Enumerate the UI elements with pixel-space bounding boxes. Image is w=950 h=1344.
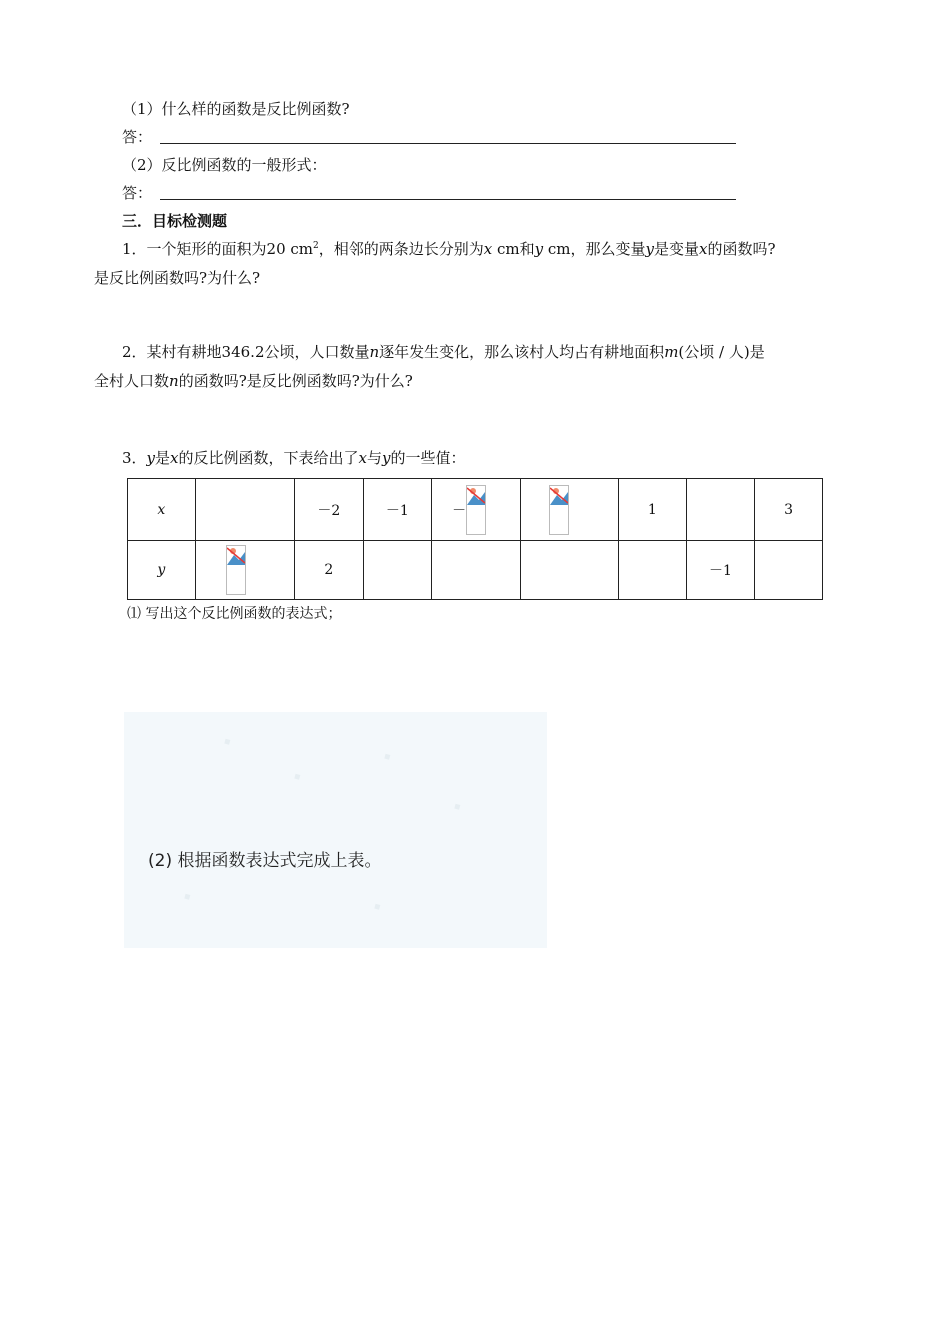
problem-3: 3．y是x的反比例函数，下表给出了x与y的一些值： — [122, 449, 466, 467]
sub-question-2: (2) 根据函数表达式完成上表。 — [148, 851, 382, 871]
sub-question-1: ⑴ 写出这个反比例函数的表达式； — [127, 606, 342, 622]
row-label-y: y — [128, 541, 196, 600]
table-row-x — [128, 479, 823, 541]
table-cell: －2 — [295, 479, 364, 541]
table-cell — [618, 541, 686, 600]
answer-line-1[interactable] — [160, 143, 736, 144]
watermark-mark: ◆ — [371, 900, 383, 914]
watermark-mark: ◆ — [221, 735, 233, 749]
problem-1: 1．一个矩形的面积为20 $cm^2$，相邻的两条边长分别为x cm和y cm，那么变量y是变量x的函数吗? 是反比例函数吗?为什么? — [94, 240, 776, 287]
problem-2: 2．某村有耕地346.2公顷，人口数量n逐年发生变化，那么该村人均占有耕地面积m(公顷 / 人)是 全村人口数n的函数吗?是反比例函数吗?为什么? — [94, 343, 765, 390]
problem-3-number: 3． — [122, 449, 147, 467]
table-cell: 2 — [295, 541, 364, 600]
answer-line-2[interactable] — [160, 199, 736, 200]
table-cell — [195, 479, 294, 541]
table-cell: 1 — [618, 479, 686, 541]
problem-2-number: 2． — [122, 343, 147, 361]
broken-image-icon — [226, 545, 246, 595]
watermark-mark: ◆ — [451, 800, 463, 814]
watermark-mark: ◆ — [381, 750, 393, 764]
watermark-mark: ◆ — [181, 890, 193, 904]
table-cell — [521, 479, 618, 541]
table-cell — [686, 479, 755, 541]
table-cell: －1 — [363, 479, 432, 541]
question-1: （1）什么样的函数是反比例函数? — [122, 100, 350, 118]
table-cell — [195, 541, 294, 600]
table-cell: －1 — [686, 541, 755, 600]
watermark-mark: ◆ — [291, 770, 303, 784]
table-cell — [432, 541, 521, 600]
values-table — [127, 478, 823, 600]
broken-image-icon — [549, 485, 569, 535]
table-cell: 3 — [755, 479, 823, 541]
answer-label-1: 答： — [122, 128, 153, 146]
table-cell — [521, 541, 618, 600]
table-row-y — [128, 541, 823, 600]
pasted-image-block — [124, 712, 547, 948]
table-cell: － — [432, 479, 521, 541]
table-cell — [755, 541, 823, 600]
problem-1-number: 1． — [122, 240, 147, 258]
broken-image-icon — [466, 485, 486, 535]
row-label-x: x — [128, 479, 196, 541]
section-heading: 三．目标检测题 — [122, 212, 228, 230]
answer-label-2: 答： — [122, 184, 153, 202]
question-2: （2）反比例函数的一般形式： — [122, 156, 327, 174]
table-cell — [363, 541, 432, 600]
